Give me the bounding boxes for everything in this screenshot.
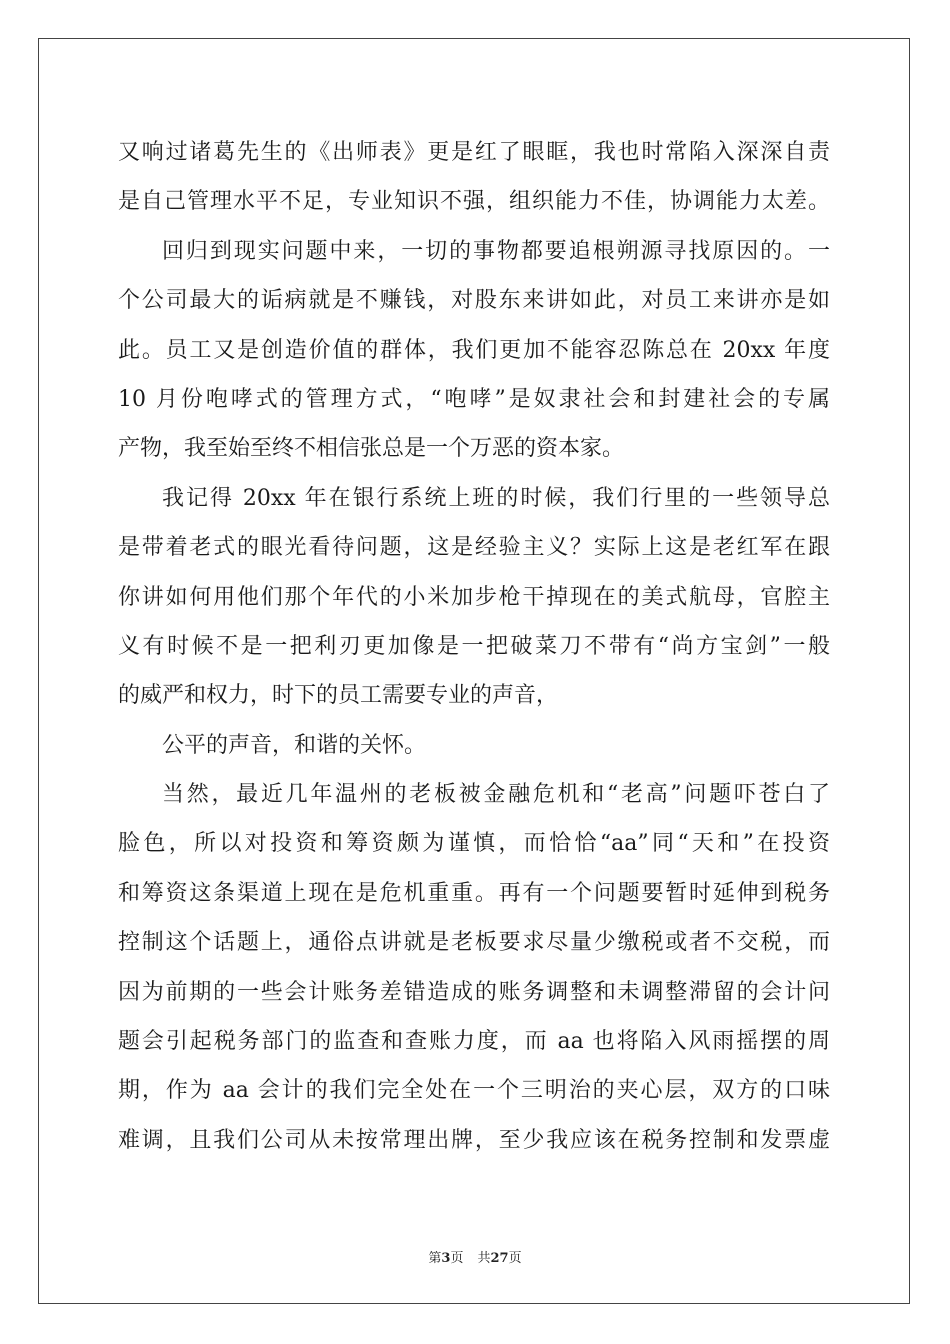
page-current: 3 xyxy=(441,1251,451,1266)
text-line: 题会引起税务部门的监查和查账力度，而 aa 也将陷入风雨摇摆的周 xyxy=(118,1029,830,1055)
text-line: 此。员工又是创造价值的群体，我们更加不能容忍陈总在 20xx 年度 xyxy=(118,337,830,363)
text-line: 的威严和权力，时下的员工需要专业的声音， xyxy=(118,683,559,709)
text-line: 回归到现实问题中来，一切的事物都要追根朔源寻找原因的。一 xyxy=(162,238,830,264)
text-line: 产物，我至始至终不相信张总是一个万恶的资本家。 xyxy=(118,436,625,462)
text-line: 控制这个话题上，通俗点讲就是老板要求尽量少缴税或者不交税，而 xyxy=(118,930,830,956)
text-line: 又响过诸葛先生的《出师表》更是红了眼眶，我也时常陷入深深自责 xyxy=(118,140,830,165)
text-line: 你讲如何用他们那个年代的小米加步枪干掉现在的美式航母，官腔主 xyxy=(118,584,830,610)
text-line: 脸色，所以对投资和筹资颇为谨慎，而恰恰“aa”同“天和”在投资 xyxy=(118,831,830,857)
page-unit: 页 xyxy=(450,1251,464,1266)
page-total: 27 xyxy=(490,1251,509,1266)
text-line: 公平的声音，和谐的关怀。 xyxy=(162,732,427,758)
text-line: 是自己管理水平不足，专业知识不强，组织能力不佳，协调能力太差。 xyxy=(118,189,830,215)
text-line: 当然，最近几年温州的老板被金融危机和“老高”问题吓苍白了 xyxy=(162,782,830,808)
text-line: 10 月份咆哮式的管理方式，“咆哮”是奴隶社会和封建社会的专属 xyxy=(118,386,830,412)
total-unit: 页 xyxy=(508,1251,522,1266)
text-line: 因为前期的一些会计账务差错造成的账务调整和未调整滞留的会计问 xyxy=(118,979,830,1005)
document-body xyxy=(118,128,830,1165)
total-prefix: 共 xyxy=(477,1251,491,1266)
text-line: 义有时候不是一把利刃更加像是一把破菜刀不带有“尚方宝剑”一般 xyxy=(118,633,830,659)
text-line: 我记得 20xx 年在银行系统上班的时候，我们行里的一些领导总 xyxy=(162,485,830,511)
text-line: 是带着老式的眼光看待问题，这是经验主义？实际上这是老红军在跟 xyxy=(118,535,830,561)
text-line: 难调，且我们公司从未按常理出牌，至少我应该在税务控制和发票虚 xyxy=(118,1127,830,1153)
text-line: 个公司最大的诟病就是不赚钱，对股东来讲如此，对员工来讲亦是如 xyxy=(118,288,830,314)
page-prefix: 第 xyxy=(428,1251,442,1266)
text-line: 和筹资这条渠道上现在是危机重重。再有一个问题要暂时延伸到税务 xyxy=(118,880,830,906)
page-footer xyxy=(0,1247,950,1266)
text-line: 期，作为 aa 会计的我们完全处在一个三明治的夹心层，双方的口味 xyxy=(118,1078,830,1104)
